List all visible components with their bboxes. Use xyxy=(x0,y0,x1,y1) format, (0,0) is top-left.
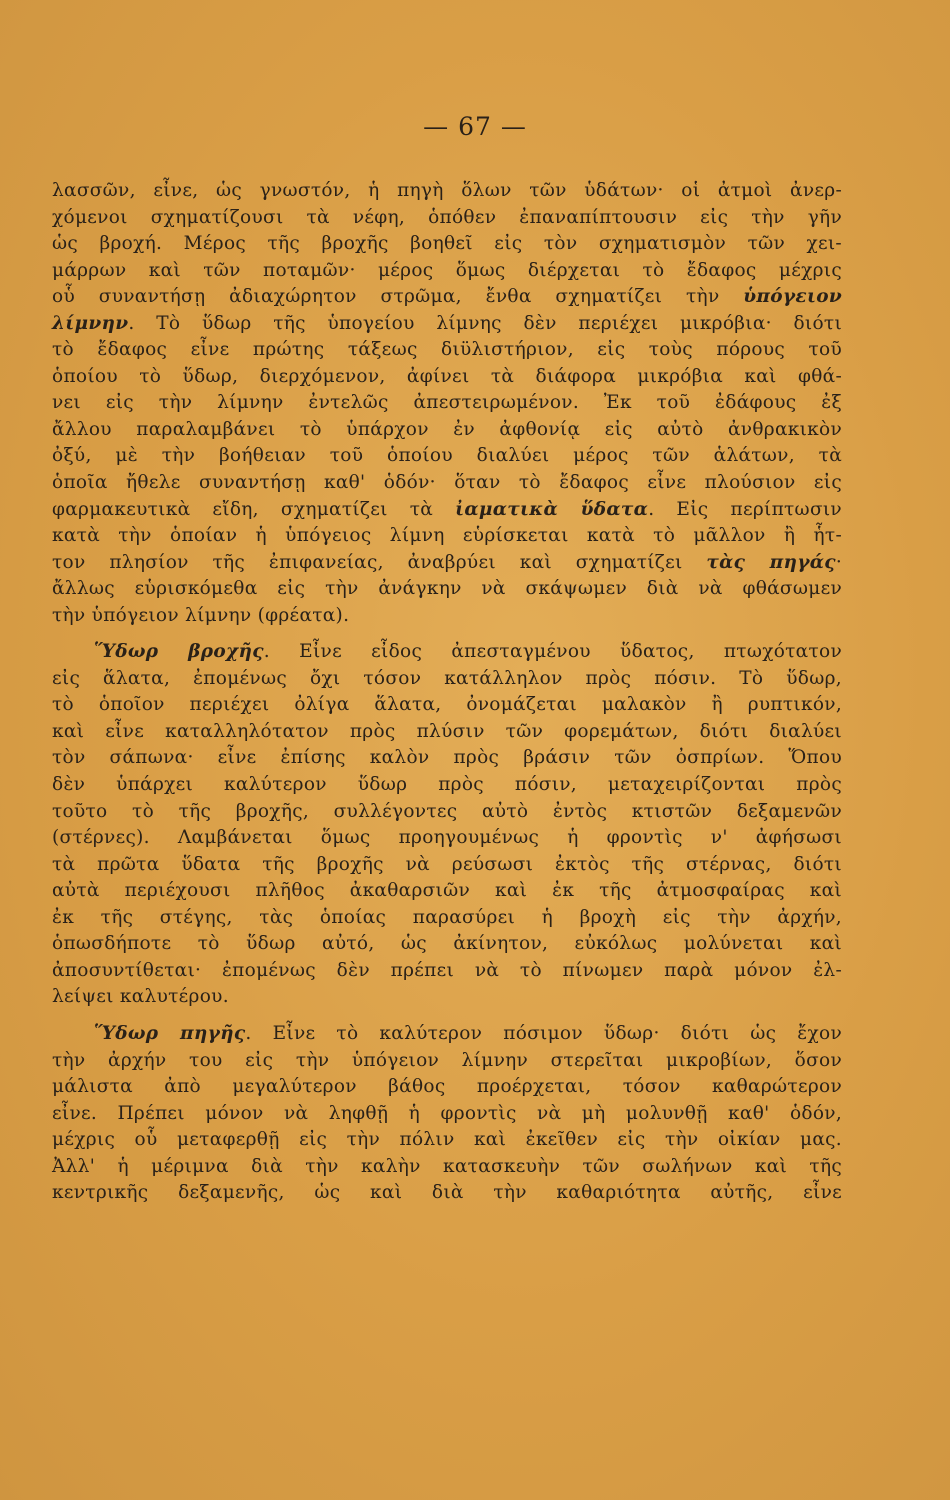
text-line: (στέρνες). Λαμβάνεται ὅμως προηγουμένως ἡ φροντὶς ν' ἀφήσωσι xyxy=(52,827,842,849)
page-number: — 67 — xyxy=(423,112,527,141)
text-line: τὴν ἀρχήν του εἰς τὴν ὑπόγειον λίμνην στερεῖται μικροβίων, ὅσον xyxy=(52,1049,842,1071)
emphasis-term: ἰαματικὰ ὕδατα xyxy=(455,498,649,520)
paragraph-springwater xyxy=(52,1021,842,1207)
text-span: οὗ συναντήσῃ ἀδιαχώρητον στρῶμα, ἔνθα σχηματίζει τὴν xyxy=(52,286,720,308)
text-line xyxy=(52,1021,842,1048)
text-span: . Εἶνε εἶδος ἀπεσταγμένου ὕδατος, πτωχότατον xyxy=(263,641,842,663)
text-line: ἀποσυντίθεται· ἐπομένως δὲν πρέπει νὰ τὸ πίνωμεν παρὰ μόνον ἐλ- xyxy=(52,959,842,981)
text-line: λασσῶν, εἶνε, ὡς γνωστόν, ἡ πηγὴ ὅλων τῶν ὑδάτων· οἱ ἀτμοὶ ἀνερ- xyxy=(52,180,842,201)
text-line: τὸν σάπωνα· εἶνε ἐπίσης καλὸν πρὸς βράσιν τῶν ὀσπρίων. Ὅπου xyxy=(52,747,842,769)
text-line: ἄλλου παραλαμβάνει τὸ ὑπάρχον ἐν ἀφθονίᾳ εἰς αὐτὸ ἀνθρακικὸν xyxy=(52,418,842,440)
paragraph-groundwater xyxy=(52,178,842,629)
text-line: τοῦτο τὸ τῆς βροχῆς, συλλέγοντες αὐτὸ ἐντὸς κτιστῶν δεξαμενῶν xyxy=(52,800,842,822)
text-line: τὸ ἔδαφος εἶνε πρώτης τάξεως διϋλιστήριον, εἰς τοὺς πόρους τοῦ xyxy=(52,339,842,361)
text-span: φαρμακευτικὰ εἴδη, σχηματίζει τὰ xyxy=(52,498,434,520)
text-line: νει εἰς τὴν λίμνην ἐντελῶς ἀπεστειρωμένον. Ἐκ τοῦ ἐδάφους ἐξ xyxy=(52,392,842,414)
text-line: λείψει καλυτέρου. xyxy=(52,986,229,1008)
text-line: ὁποῖα ἤθελε συναντήσῃ καθ' ὁδόν· ὅταν τὸ ἔδαφος εἶνε πλούσιον εἰς xyxy=(52,472,842,494)
text-line: κατὰ τὴν ὁποίαν ἡ ὑπόγειος λίμνη εὑρίσκεται κατὰ τὸ μᾶλλον ἢ ἧτ- xyxy=(52,525,842,547)
text-line xyxy=(52,311,842,338)
paragraph-rainwater xyxy=(52,639,842,1011)
text-line xyxy=(52,497,842,524)
text-line: τὸ ὁποῖον περιέχει ὀλίγα ἅλατα, ὀνομάζεται μαλακὸν ἢ ρυπτικόν, xyxy=(52,694,842,716)
text-line: ἄλλως εὑρισκόμεθα εἰς τὴν ἀνάγκην νὰ σκάψωμεν διὰ νὰ φθάσωμεν xyxy=(52,578,842,600)
text-span: . Τὸ ὕδωρ τῆς ὑπογείου λίμνης δὲν περιέχει μικρόβια· διότι xyxy=(128,312,842,334)
text-line xyxy=(52,639,842,666)
text-span: . Εἰς περίπτωσιν xyxy=(648,498,842,520)
text-line: μάλιστα ἀπὸ μεγαλύτερον βάθος προέρχεται, τόσον καθαρώτερον xyxy=(52,1076,842,1098)
text-line xyxy=(52,284,842,311)
text-line: ὡς βροχή. Μέρος τῆς βροχῆς βοηθεῖ εἰς τὸν σχηματισμὸν τῶν χει- xyxy=(52,233,842,255)
text-line: καὶ εἶνε καταλληλότατον πρὸς πλύσιν τῶν φορεμάτων, διότι διαλύει xyxy=(52,720,842,742)
text-line: ὁποίου τὸ ὕδωρ, διερχόμενον, ἀφίνει τὰ διάφορα μικρόβια καὶ φθά- xyxy=(52,365,842,387)
text-line: ἐκ τῆς στέγης, τὰς ὁποίας παρασύρει ἡ βροχὴ εἰς τὴν ἀρχήν, xyxy=(52,906,842,928)
text-line: τὴν ὑπόγειον λίμνην (φρέατα). xyxy=(52,604,350,626)
emphasis-term: τὰς πηγάς xyxy=(706,551,836,573)
text-line: εἰς ἅλατα, ἐπομένως ὄχι τόσον κατάλληλον πρὸς πόσιν. Τὸ ὕδωρ, xyxy=(52,667,842,689)
section-heading: Ὕδωρ πηγῆς xyxy=(94,1022,246,1044)
text-span: τον πλησίον τῆς ἐπιφανείας, ἀναβρύει καὶ σχηματίζει xyxy=(52,551,683,573)
text-line: μέχρις οὗ μεταφερθῇ εἰς τὴν πόλιν καὶ ἐκεῖθεν εἰς τὴν οἰκίαν μας. xyxy=(52,1129,842,1151)
text-line: ὀξύ, μὲ τὴν βοήθειαν τοῦ ὁποίου διαλύει μέρος τῶν ἁλάτων, τὰ xyxy=(52,445,842,467)
emphasis-term: ὑπόγειον xyxy=(743,286,842,308)
text-span: . Εἶνε τὸ καλύτερον πόσιμον ὕδωρ· διότι ὡς ἔχον xyxy=(245,1022,842,1044)
section-heading: Ὕδωρ βροχῆς xyxy=(94,641,264,663)
text-line: αὐτὰ περιέχουσι πλῆθος ἀκαθαρσιῶν καὶ ἐκ τῆς ἀτμοσφαίρας καὶ xyxy=(52,880,842,902)
text-line: Ἀλλ' ἡ μέριμνα διὰ τὴν καλὴν κατασκευὴν τῶν σωλήνων καὶ τῆς xyxy=(52,1155,842,1177)
text-line: δὲν ὑπάρχει καλύτερον ὕδωρ πρὸς πόσιν, μεταχειρίζονται πρὸς xyxy=(52,774,842,796)
page-body xyxy=(52,178,842,1207)
text-line: χόμενοι σχηματίζουσι τὰ νέφη, ὁπόθεν ἐπαναπίπτουσιν εἰς τὴν γῆν xyxy=(52,206,842,228)
text-line xyxy=(52,550,842,577)
text-span: · xyxy=(835,551,842,573)
text-line: μάρρων καὶ τῶν ποταμῶν· μέρος ὅμως διέρχεται τὸ ἔδαφος μέχρις xyxy=(52,259,842,281)
text-line: κεντρικῆς δεξαμενῆς, ὡς καὶ διὰ τὴν καθαριότητα αὐτῆς, εἶνε xyxy=(52,1182,842,1204)
text-line: τὰ πρῶτα ὕδατα τῆς βροχῆς νὰ ρεύσωσι ἐκτὸς τῆς στέρνας, διότι xyxy=(52,853,842,875)
emphasis-term: λίμνην xyxy=(52,312,129,334)
text-line: εἶνε. Πρέπει μόνον νὰ ληφθῇ ἡ φροντὶς νὰ μὴ μολυνθῇ καθ' ὁδόν, xyxy=(52,1102,842,1124)
text-line: ὁπωσδήποτε τὸ ὕδωρ αὐτό, ὡς ἀκίνητον, εὐκόλως μολύνεται καὶ xyxy=(52,933,842,955)
